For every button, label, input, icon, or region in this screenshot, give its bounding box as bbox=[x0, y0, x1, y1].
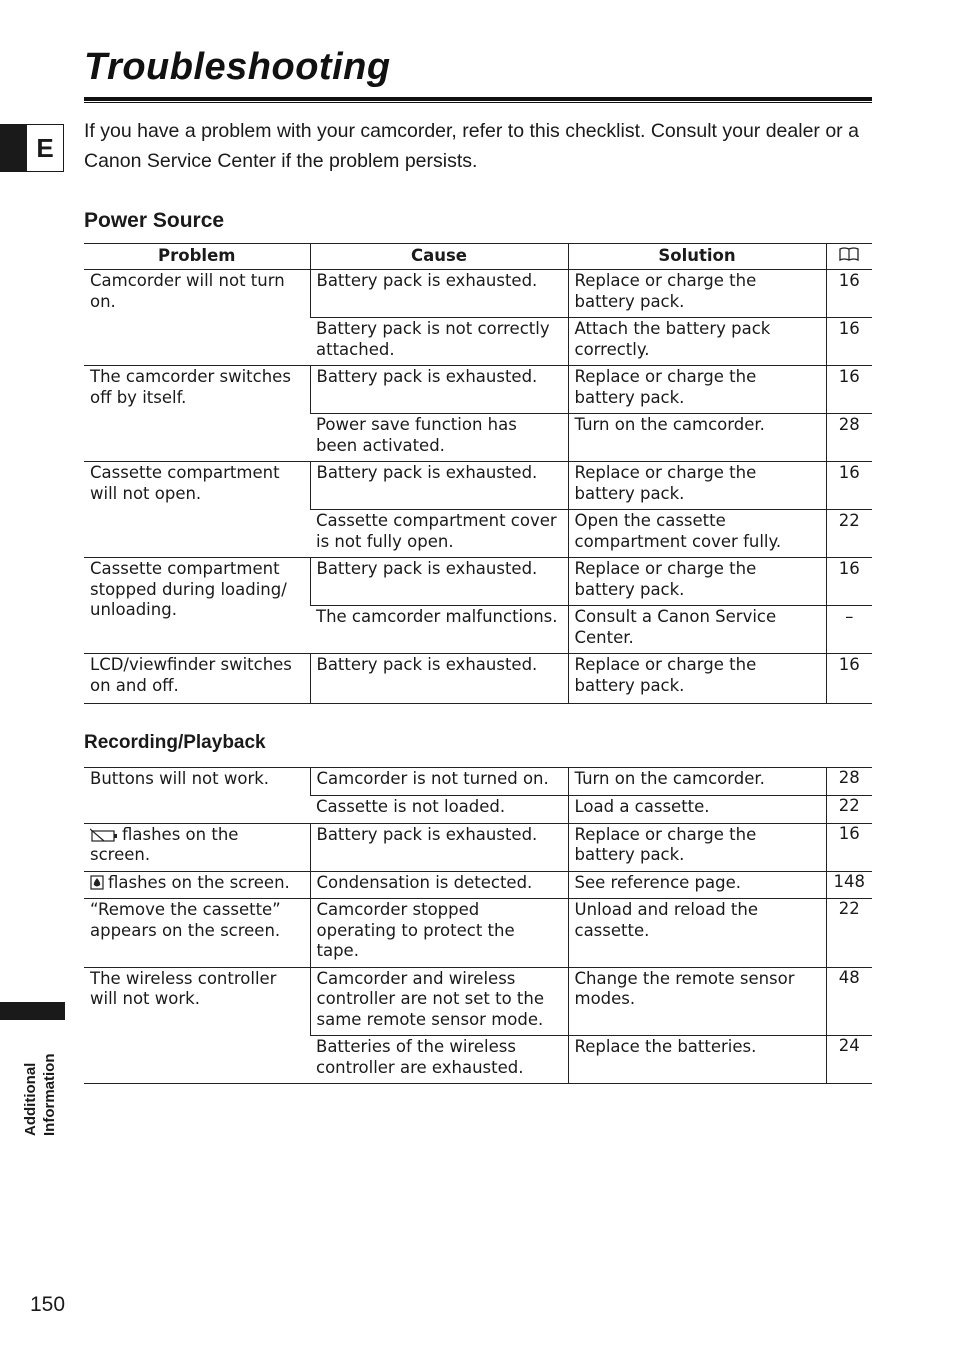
side-label-line: Information bbox=[41, 1053, 58, 1136]
page-ref-cell: 16 bbox=[826, 462, 872, 510]
page-ref-cell: 28 bbox=[826, 768, 872, 796]
page-ref-cell: 22 bbox=[826, 510, 872, 558]
table-row bbox=[84, 462, 872, 510]
page-ref-cell: 24 bbox=[826, 1036, 872, 1084]
power-source-body bbox=[84, 270, 872, 704]
page-ref-cell: 16 bbox=[826, 654, 872, 704]
cause-cell: Cassette compartment cover is not fully open. bbox=[310, 510, 568, 558]
table-row bbox=[84, 366, 872, 414]
solution-cell: Replace or charge the battery pack. bbox=[568, 558, 826, 606]
problem-cell: LCD/viewfinder switches on and off. bbox=[84, 654, 310, 704]
title-rule-thin bbox=[84, 102, 872, 103]
table-row bbox=[84, 654, 872, 704]
cause-cell: Condensation is detected. bbox=[310, 871, 568, 899]
page-ref-cell: 16 bbox=[826, 823, 872, 871]
side-label-line: Additional bbox=[22, 1062, 39, 1136]
page-ref-cell: 16 bbox=[826, 270, 872, 318]
cause-cell: Battery pack is exhausted. bbox=[310, 462, 568, 510]
cause-cell: Battery pack is exhausted. bbox=[310, 558, 568, 606]
table-row bbox=[84, 899, 872, 968]
cause-column-header: Cause bbox=[310, 244, 568, 270]
cause-cell: Cassette is not loaded. bbox=[310, 796, 568, 824]
table-row bbox=[84, 823, 872, 871]
page-ref-cell: – bbox=[826, 606, 872, 654]
table-row bbox=[84, 871, 872, 899]
solution-cell: Attach the battery pack correctly. bbox=[568, 318, 826, 366]
table-row bbox=[84, 967, 872, 1036]
table-row bbox=[84, 558, 872, 606]
problem-text: flashes on the screen. bbox=[108, 872, 290, 892]
problem-cell bbox=[84, 823, 310, 871]
power-source-heading: Power Source bbox=[84, 209, 225, 232]
solution-cell: See reference page. bbox=[568, 871, 826, 899]
language-tab: E bbox=[26, 124, 64, 172]
solution-cell: Turn on the camcorder. bbox=[568, 768, 826, 796]
solution-column-header: Solution bbox=[568, 244, 826, 270]
problem-column-header: Problem bbox=[84, 244, 310, 270]
page-ref-cell: 16 bbox=[826, 366, 872, 414]
page-column-header bbox=[826, 244, 872, 270]
recording-playback-body bbox=[84, 768, 872, 1084]
problem-cell: Cassette compartment stopped during loading/ unloading. bbox=[84, 558, 310, 654]
cause-cell: Battery pack is exhausted. bbox=[310, 823, 568, 871]
table-row bbox=[84, 768, 872, 796]
recording-playback-table bbox=[84, 767, 872, 1084]
section-side-label bbox=[21, 1016, 59, 1136]
cause-cell: Battery pack is exhausted. bbox=[310, 366, 568, 414]
solution-cell: Consult a Canon Service Center. bbox=[568, 606, 826, 654]
title-rule bbox=[84, 97, 872, 101]
book-reference-icon bbox=[839, 247, 859, 261]
solution-cell: Replace the batteries. bbox=[568, 1036, 826, 1084]
cause-cell: Battery pack is not correctly attached. bbox=[310, 318, 568, 366]
solution-cell: Replace or charge the battery pack. bbox=[568, 270, 826, 318]
power-source-table bbox=[84, 243, 872, 704]
solution-cell: Replace or charge the battery pack. bbox=[568, 366, 826, 414]
solution-cell: Replace or charge the battery pack. bbox=[568, 823, 826, 871]
solution-cell: Replace or charge the battery pack. bbox=[568, 462, 826, 510]
page-ref-cell: 22 bbox=[826, 796, 872, 824]
page-ref-cell: 48 bbox=[826, 967, 872, 1036]
solution-cell: Unload and reload the cassette. bbox=[568, 899, 826, 968]
page-number: 150 bbox=[30, 1293, 66, 1316]
problem-cell: The camcorder switches off by itself. bbox=[84, 366, 310, 462]
cause-cell: Battery pack is exhausted. bbox=[310, 654, 568, 704]
solution-cell: Load a cassette. bbox=[568, 796, 826, 824]
recording-playback-heading: Recording/Playback bbox=[84, 732, 266, 753]
cause-cell: Power save function has been activated. bbox=[310, 414, 568, 462]
cause-cell: Batteries of the wireless controller are exhausted. bbox=[310, 1036, 568, 1084]
table-header-row bbox=[84, 244, 872, 270]
problem-cell: Cassette compartment will not open. bbox=[84, 462, 310, 558]
cause-cell: Battery pack is exhausted. bbox=[310, 270, 568, 318]
problem-cell: The wireless controller will not work. bbox=[84, 967, 310, 1084]
battery-warning-icon bbox=[90, 828, 118, 842]
problem-cell bbox=[84, 871, 310, 899]
problem-cell: “Remove the cassette” appears on the screen. bbox=[84, 899, 310, 968]
cause-cell: Camcorder is not turned on. bbox=[310, 768, 568, 796]
page-ref-cell: 16 bbox=[826, 558, 872, 606]
cause-cell: Camcorder and wireless controller are not set to the same remote sensor mode. bbox=[310, 967, 568, 1036]
cause-cell: Camcorder stopped operating to protect the tape. bbox=[310, 899, 568, 968]
page-ref-cell: 22 bbox=[826, 899, 872, 968]
problem-cell: Camcorder will not turn on. bbox=[84, 270, 310, 366]
problem-cell: Buttons will not work. bbox=[84, 768, 310, 824]
page-ref-cell: 16 bbox=[826, 318, 872, 366]
problem-text: flashes on the screen. bbox=[90, 824, 239, 864]
condensation-icon bbox=[90, 875, 104, 890]
table-row bbox=[84, 270, 872, 318]
intro-paragraph: If you have a problem with your camcorder, refer to this checklist. Consult your dealer or a Canon Service Center if the problem persists. bbox=[84, 120, 859, 172]
solution-cell: Open the cassette compartment cover fully. bbox=[568, 510, 826, 558]
page-ref-cell: 28 bbox=[826, 414, 872, 462]
solution-cell: Change the remote sensor modes. bbox=[568, 967, 826, 1036]
cause-cell: The camcorder malfunctions. bbox=[310, 606, 568, 654]
solution-cell: Turn on the camcorder. bbox=[568, 414, 826, 462]
solution-cell: Replace or charge the battery pack. bbox=[568, 654, 826, 704]
language-tab-bar bbox=[0, 124, 26, 172]
page-ref-cell: 148 bbox=[826, 871, 872, 899]
page-title: Troubleshooting bbox=[84, 46, 391, 88]
